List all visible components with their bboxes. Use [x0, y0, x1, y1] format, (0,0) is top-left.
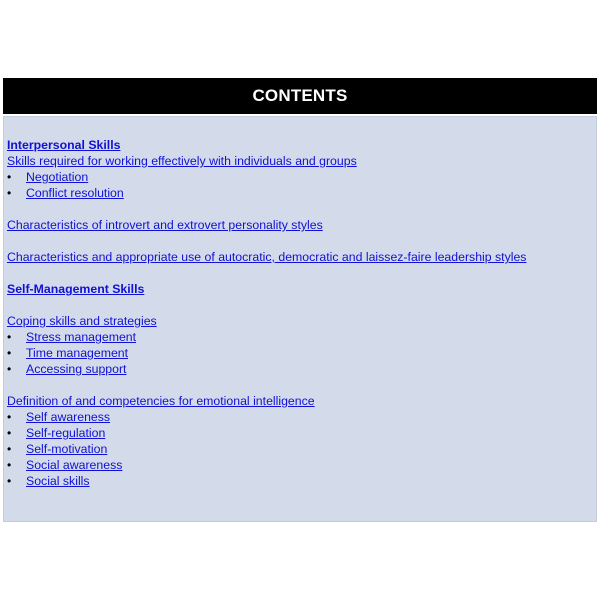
bullet-icon: • [7, 442, 12, 456]
link-social-skills[interactable]: Social skills [26, 474, 90, 488]
page-title: CONTENTS [252, 86, 348, 105]
list-item [7, 185, 592, 201]
bullet-icon: • [7, 170, 12, 184]
bullet-icon: • [7, 346, 12, 360]
link-working-with-individuals-groups[interactable]: Skills required for working effectively with individuals and groups [7, 154, 357, 168]
link-accessing-support[interactable]: Accessing support [26, 362, 127, 376]
list-item [7, 457, 592, 473]
list-item [7, 425, 592, 441]
list-item [7, 169, 592, 185]
contents-list [7, 137, 592, 489]
link-coping-skills[interactable]: Coping skills and strategies [7, 314, 157, 328]
bullet-icon: • [7, 458, 12, 472]
bullet-icon: • [7, 410, 12, 424]
link-conflict-resolution[interactable]: Conflict resolution [26, 186, 124, 200]
link-emotional-intelligence[interactable]: Definition of and competencies for emotional intelligence [7, 394, 315, 408]
list-item [7, 441, 592, 457]
link-interpersonal-skills[interactable]: Interpersonal Skills [7, 138, 121, 152]
link-self-motivation[interactable]: Self-motivation [26, 442, 108, 456]
link-self-management-skills[interactable]: Self-Management Skills [7, 282, 145, 296]
spacer [7, 265, 592, 281]
bullet-icon: • [7, 474, 12, 488]
interpersonal-bullet-list [7, 169, 592, 201]
list-item [7, 361, 592, 377]
list-item [7, 409, 592, 425]
bullet-icon: • [7, 426, 12, 440]
contents-header-bar [3, 78, 597, 114]
coping-bullet-list [7, 329, 592, 377]
spacer [7, 201, 592, 217]
list-item [7, 473, 592, 489]
spacer [7, 233, 592, 249]
bullet-icon: • [7, 330, 12, 344]
spacer [7, 297, 592, 313]
bullet-icon: • [7, 362, 12, 376]
link-negotiation[interactable]: Negotiation [26, 170, 89, 184]
link-leadership-styles[interactable]: Characteristics and appropriate use of autocratic, democratic and laissez-faire leadership styles [7, 250, 527, 264]
link-social-awareness[interactable]: Social awareness [26, 458, 123, 472]
list-item [7, 345, 592, 361]
link-self-awareness[interactable]: Self awareness [26, 410, 111, 424]
link-personality-styles[interactable]: Characteristics of introvert and extrovert personality styles [7, 218, 323, 232]
contents-panel [3, 116, 597, 522]
spacer [7, 377, 592, 393]
ei-bullet-list [7, 409, 592, 489]
link-self-regulation[interactable]: Self-regulation [26, 426, 106, 440]
link-stress-management[interactable]: Stress management [26, 330, 137, 344]
link-time-management[interactable]: Time management [26, 346, 129, 360]
list-item [7, 329, 592, 345]
bullet-icon: • [7, 186, 12, 200]
